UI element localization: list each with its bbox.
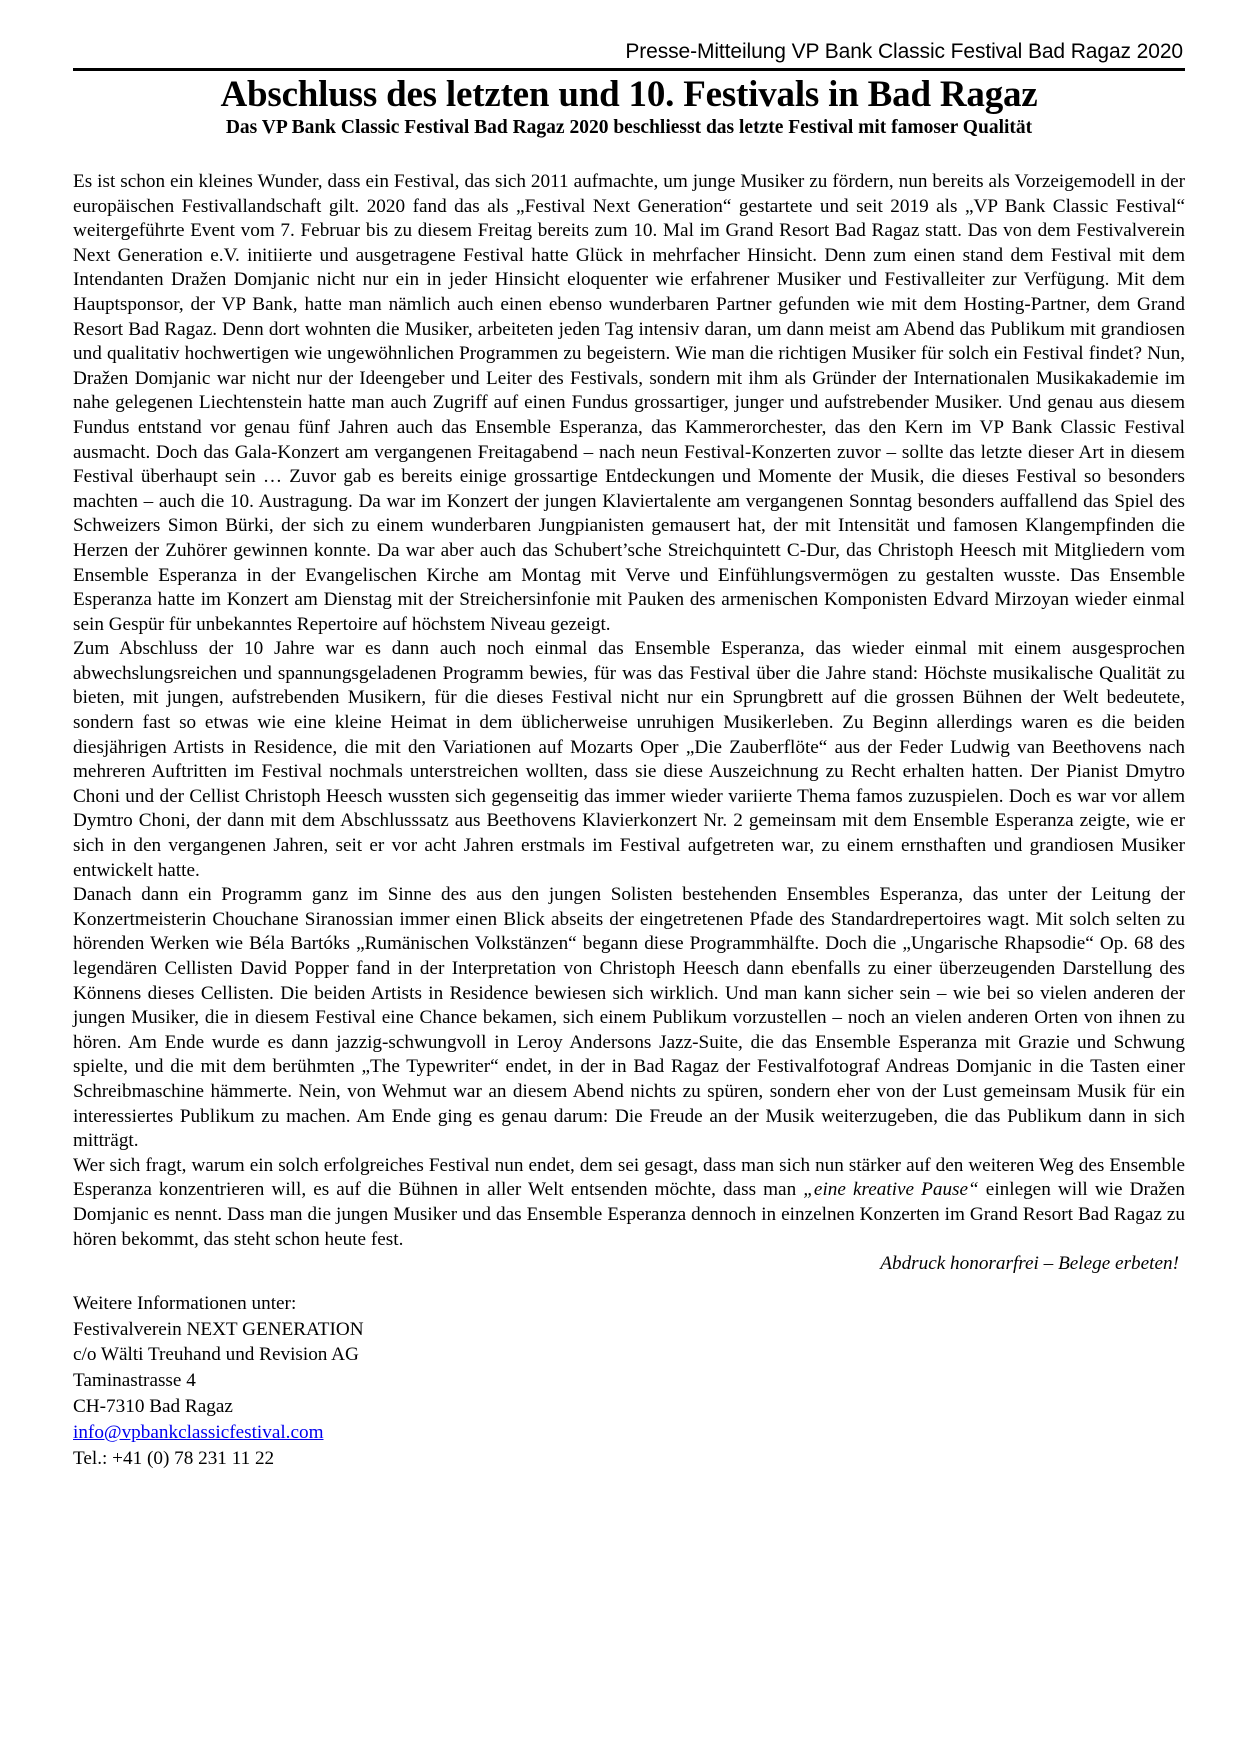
reprint-note: Abdruck honorarfrei – Belege erbeten! <box>880 1253 1179 1275</box>
header-rule <box>73 68 1185 71</box>
article-title: Abschluss des letzten und 10. Festivals in Bad Ragaz <box>220 74 1038 115</box>
paragraph-4-end: einlegen will wie Dražen Domjanic es nennt. Dass man die jungen Musiker und das Ensemble Esperanza dennoch in einzelnen Konzerten im Grand Resort Bad Ragaz zu hören bekommt, das steht schon heute fest. <box>73 1179 1185 1250</box>
paragraph-1: Es ist schon ein kleines Wunder, dass ein Festival, das sich 2011 aufmachte, um junge Musiker zu fördern, nun bereits als Vorzeigemodell in der europäischen Festivallandschaft gilt. 2020 fand das als „Festival Next Generation“ gestartete und seit 2019 als „VP Bank Classic Festival“ weitergeführte Event vom 7. Februar bis zu diesem Freitag bereits zum 10. Mal im Grand Resort Bad Ragaz statt. Das von dem Festivalverein Next Generation e.V. initiierte und ausgetragene Festival hatte Glück in mehrfacher Hinsicht. Denn zum einen stand dem Festival mit dem Intendanten Dražen Domjanic nicht nur ein in jeder Hinsicht eloquenter wie erfahrener Musiker und Festivalleiter zur Verfügung. Mit dem Hauptsponsor, der VP Bank, hatte man nämlich auch einen ebenso wunderbaren Partner gefunden wie mit dem Hosting-Partner, dem Grand Resort Bad Ragaz. Denn dort wohnten die Musiker, arbeiteten jeden Tag intensiv daran, um dann meist am Abend das Publikum mit grandiosen und qualitativ hochwertigen wie ungewöhnlichen Programmen zu begeistern. Wie man die richtigen Musiker für solch ein Festival findet? Nun, Dražen Domjanic war nicht nur der Ideengeber und Leiter des Festivals, sondern mit ihm als Gründer der Internationalen Musikakademie im nahe gelegenen Liechtenstein hatte man auch Zugriff auf einen Fundus grossartiger, junger und aufstrebender Musiker. Und genau aus diesem Fundus entstand vor genau fünf Jahren auch das Ensemble Esperanza, das Kammerorchester, das den Kern im VP Bank Classic Festival ausmacht. Doch das Gala-Konzert am vergangenen Freitagabend – nach neun Festival-Konzerten zuvor – sollte das letzte dieser Art in diesem Festival überhaupt sein … Zuvor gab es bereits einige grossartige Entdeckungen und Momente der Musik, die dieses Festival so besonders machten – auch die 10. Austragung. Da war im Konzert der jungen Klaviertalente am vergangenen Sonntag besonders auffallend das Spiel des Schweizers Simon Bürki, der sich zu einem wunderbaren Jungpianisten gemausert hat, der mit Intensität und famosen Klangempfinden die Herzen der Zuhörer gewinnen konnte. Da war aber auch das Schubert’sche Streichquintett C-Dur, das Christoph Heesch mit Mitgliedern vom Ensemble Esperanza in der Evangelischen Kirche am Montag mit Verve und Einfühlungsvermögen zu gestalten wusste. Das Ensemble Esperanza hatte im Konzert am Dienstag mit der Streichersinfonie mit Pauken des armenischen Komponisten Edvard Mirzoyan wieder einmal sein Gespür für unbekanntes Repertoire auf höchstem Niveau gezeigt. <box>73 171 1185 635</box>
quote-kreative-pause: „eine kreative Pause“ <box>803 1179 979 1201</box>
article-body <box>73 170 1185 1252</box>
paragraph-2: Zum Abschluss der 10 Jahre war es dann auch noch einmal das Ensemble Esperanza, das wieder einmal mit einem ausgesprochen abwechslungsreichen und spannungsgeladenen Programm bewies, für was das Festival über die Jahre stand: Höchste musikalische Qualität zu bieten, mit jungen, aufstrebenden Musikern, für die dieses Festival nicht nur ein Sprungbrett auf die grossen Bühnen der Welt bedeutete, sondern fast so etwas wie eine kleine Heimat in dem üblicherweise unruhigen Musikerleben. Zu Beginn allerdings waren es die beiden diesjährigen Artists in Residence, die mit den Variationen auf Mozarts Oper „Die Zauberflöte“ aus der Feder Ludwig van Beethovens nach mehreren Auftritten im Festival nochmals unterstreichen wollten, dass sie diese Auszeichnung zu Recht erhalten hatten. Der Pianist Dmytro Choni und der Cellist Christoph Heesch wussten sich gegenseitig das immer wieder variierte Thema famos zuzuspielen. Doch es war vor allem Dymtro Choni, der dann mit dem Abschlusssatz aus Beethovens Klavierkonzert Nr. 2 gemeinsam mit dem Ensemble Esperanza zeigte, wie er sich in den vergangenen Jahren, seit er vor acht Jahren erstmals im Festival aufgetreten war, zu einem ernsthaften und grandiosen Musiker entwickelt hatte. <box>73 638 1185 881</box>
paragraph-4 <box>73 1154 1185 1252</box>
contact-email-link[interactable]: info@vpbankclassicfestival.com <box>73 1421 324 1443</box>
contact-city: CH-7310 Bad Ragaz <box>73 1395 233 1417</box>
article-subtitle: Das VP Bank Classic Festival Bad Ragaz 2020 beschliesst das letzte Festival mit famoser Qualität <box>225 117 1033 138</box>
contact-street: Taminastrasse 4 <box>73 1370 196 1392</box>
press-release-page <box>73 38 1185 1471</box>
contact-phone: Tel.: +41 (0) 78 231 11 22 <box>73 1447 275 1469</box>
contact-block <box>73 1291 1185 1472</box>
contact-organization: Festivalverein NEXT GENERATION <box>73 1318 364 1340</box>
paragraph-3: Danach dann ein Programm ganz im Sinne des aus den jungen Solisten bestehenden Ensembles Esperanza, das unter der Leitung der Konzertmeisterin Chouchane Siranossian immer einen Blick abseits der eingetretenen Pfade des Standardrepertoires wagt. Mit solch selten zu hörenden Werken wie Béla Bartóks „Rumänischen Volkstänzen“ begann diese Programmhälfte. Doch die „Ungarische Rhapsodie“ Op. 68 des legendären Cellisten David Popper fand in der Interpretation von Christoph Heesch dann ebenfalls zu einer überzeugenden Darstellung des Könnens dieses Cellisten. Die beiden Artists in Residence bewiesen sich wirklich. Und man kann sicher sein – wie bei so vielen anderen der jungen Musiker, die in diesem Festival eine Chance bekamen, sich einem Publikum vorzustellen – noch an vielen anderen Orten von ihnen zu hören. Am Ende wurde es dann jazzig-schwungvoll in Leroy Andersons Jazz-Suite, die das Ensemble Esperanza mit Grazie und Schwung spielte, und die mit dem berühmten „The Typewriter“ endet, in der in Bad Ragaz der Festivalfotograf Andreas Domjanic in die Tasten einer Schreibmaschine hämmerte. Nein, von Wehmut war an diesem Abend nichts zu spüren, sondern eher von der Lust gemeinsam Musik für ein interessiertes Publikum zu machen. Am Ende ging es genau darum: Die Freude an der Musik weiterzugeben, die das Publikum dann in sich mitträgt. <box>73 884 1185 1152</box>
contact-intro: Weitere Informationen unter: <box>73 1292 297 1314</box>
contact-care-of: c/o Wälti Treuhand und Revision AG <box>73 1344 359 1366</box>
paragraph-4-start: Wer sich fragt, warum ein solch erfolgreiches Festival nun endet, dem sei gesagt, dass man sich nun stärker auf den weiteren Weg des Ensemble Esperanza konzentrieren will, es auf die Bühnen in aller Welt entsenden möchte, dass man <box>73 1154 1185 1201</box>
running-header: Presse-Mitteilung VP Bank Classic Festival Bad Ragaz 2020 <box>625 40 1183 63</box>
